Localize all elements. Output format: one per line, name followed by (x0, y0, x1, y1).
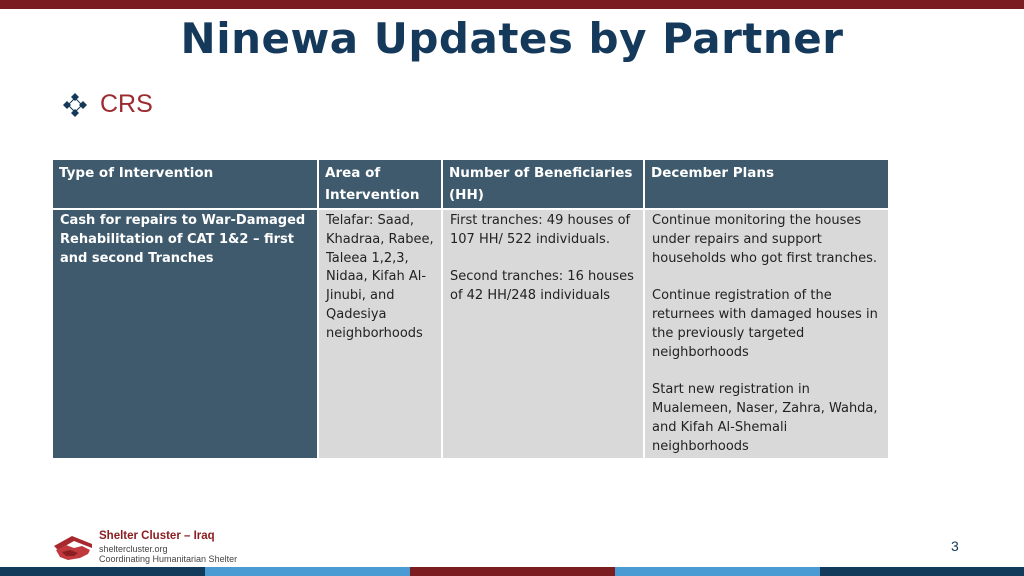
page-title: Ninewa Updates by Partner (180, 14, 844, 63)
top-accent-bar (0, 0, 1024, 9)
table-row (53, 210, 888, 458)
bottom-bar-segment (205, 567, 410, 576)
diamond-cluster-icon (62, 92, 88, 118)
bottom-bar-segment (615, 567, 820, 576)
header-type-of-intervention: Type of Intervention (53, 160, 317, 210)
partner-name: CRS (100, 90, 153, 118)
bottom-accent-bar (0, 567, 1024, 576)
footer-tagline: Coordinating Humanitarian Shelter (99, 554, 238, 564)
shelter-hands-logo-icon (52, 532, 94, 562)
cell-area-of-intervention: Telafar: Saad, Khadraa, Rabee, Taleea 1,2,3, Nidaa, Kifah Al- Jinubi, and Qadesiya neighborhoods (319, 210, 441, 458)
cell-december-plans: Continue monitoring the houses under repairs and support households who got first tranches. Continue registration of the returnees with damaged houses in the previously targeted neighborhoods Start new registration in Mualemeen, Naser, Zahra, Wahda, and Kifah Al-Shemali neighborhoods (645, 210, 888, 458)
bullet-row (62, 90, 153, 119)
footer-organization: Shelter Cluster – Iraq (99, 530, 215, 542)
header-number-of-beneficiaries: Number of Beneficiaries (HH) (443, 160, 643, 210)
table-header-row (53, 160, 888, 210)
partner-updates-table (51, 160, 890, 458)
cell-number-of-beneficiaries: First tranches: 49 houses of 107 HH/ 522 individuals. Second tranches: 16 houses of 42 HH/248 individuals (443, 210, 643, 458)
bottom-bar-segment (820, 567, 1024, 576)
bottom-bar-segment (0, 567, 205, 576)
header-december-plans: December Plans (645, 160, 888, 210)
cell-type-of-intervention: Cash for repairs to War-Damaged Rehabilitation of CAT 1&2 – first and second Tranches (53, 210, 317, 458)
footer-url[interactable]: sheltercluster.org (99, 544, 168, 554)
bottom-bar-segment (410, 567, 615, 576)
page-number: 3 (951, 538, 959, 554)
header-area-of-intervention: Area of Intervention (319, 160, 441, 210)
